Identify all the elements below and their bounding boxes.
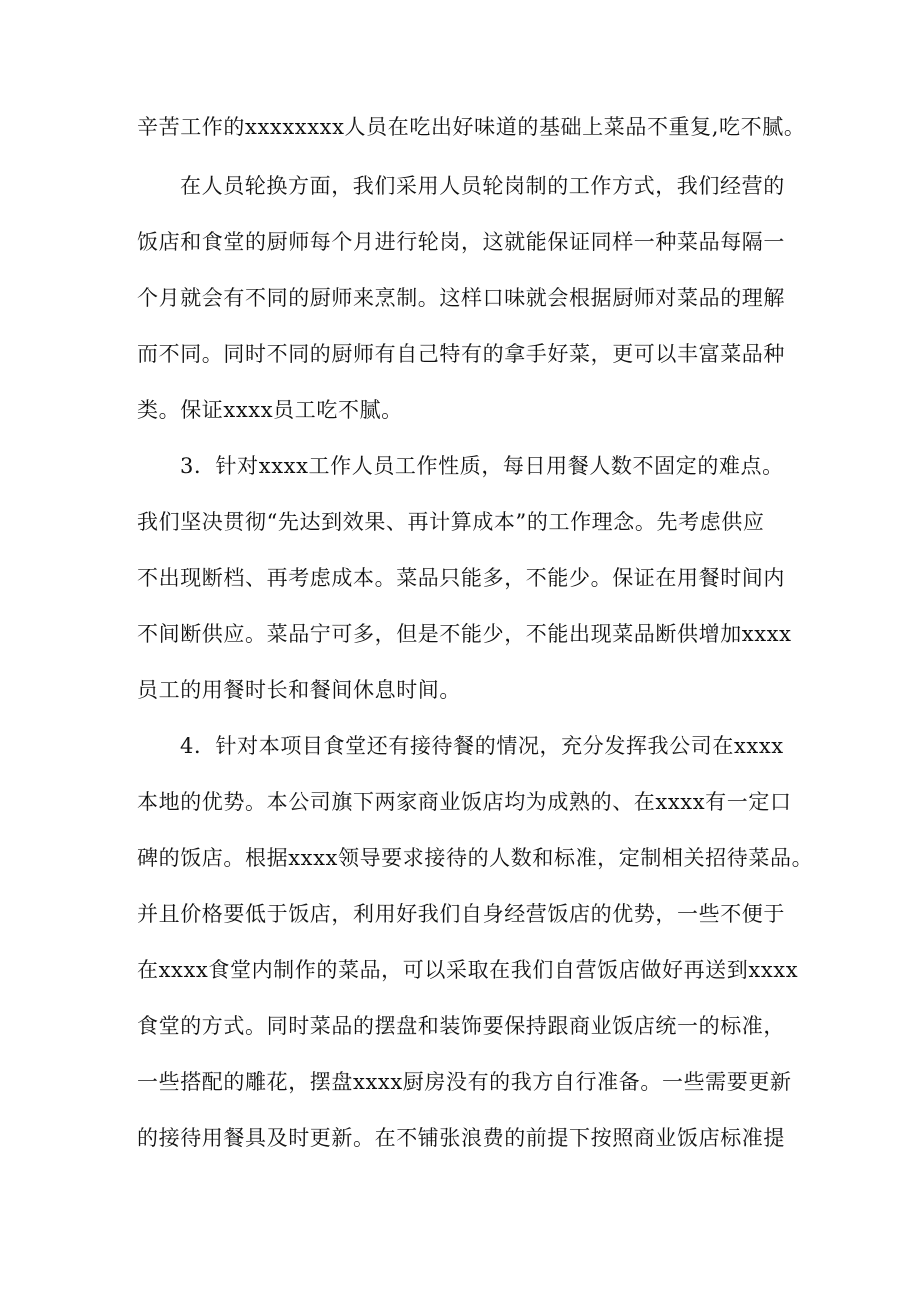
- text-line: 员工的用餐时长和餐间休息时间。: [137, 678, 461, 702]
- text-line: 碑的饭店。根据xxxx领导要求接待的人数和标准，定制相关招待菜品。: [137, 846, 814, 870]
- list-item-4: 4．针对本项目食堂还有接待餐的情况，充分发挥我公司在xxxx: [180, 734, 784, 758]
- text-line: 在人员轮换方面，我们采用人员轮岗制的工作方式，我们经营的: [180, 174, 785, 198]
- text-line: 个月就会有不同的厨师来烹制。这样口味就会根据厨师对菜品的理解: [137, 286, 785, 310]
- text-line: 本地的优势。本公司旗下两家商业饭店均为成熟的、在xxxx有一定口: [137, 790, 792, 814]
- text-line: 不出现断档、再考虑成本。菜品只能多，不能少。保证在用餐时间内: [137, 566, 785, 590]
- text-line: 我们坚决贯彻“先达到效果、再计算成本”的工作理念。先考虑供应: [137, 510, 765, 534]
- text-line: 类。保证xxxx员工吃不腻。: [137, 398, 403, 422]
- text-line: 在xxxx食堂内制作的菜品，可以采取在我们自营饭店做好再送到xxxx: [137, 958, 799, 982]
- text-line: 不间断供应。菜品宁可多，但是不能少，不能出现菜品断供增加xxxx: [137, 622, 792, 646]
- list-item-3: 3．针对xxxx工作人员工作性质，每日用餐人数不固定的难点。: [180, 454, 784, 478]
- text-line: 的接待用餐具及时更新。在不铺张浪费的前提下按照商业饭店标准提: [137, 1126, 785, 1150]
- text-line: 而不同。同时不同的厨师有自己特有的拿手好菜，更可以丰富菜品种: [137, 342, 785, 366]
- text-line: 饭店和食堂的厨师每个月进行轮岗，这就能保证同样一种菜品每隔一: [137, 230, 785, 254]
- text-line: 一些搭配的雕花，摆盘xxxx厨房没有的我方自行准备。一些需要更新: [137, 1070, 792, 1094]
- text-line: 辛苦工作的xxxxxxxx人员在吃出好味道的基础上菜品不重复,吃不腻。: [137, 115, 806, 139]
- text-line: 并且价格要低于饭店，利用好我们自身经营饭店的优势，一些不便于: [137, 902, 785, 926]
- text-line: 食堂的方式。同时菜品的摆盘和装饰要保持跟商业饭店统一的标准，: [137, 1014, 785, 1038]
